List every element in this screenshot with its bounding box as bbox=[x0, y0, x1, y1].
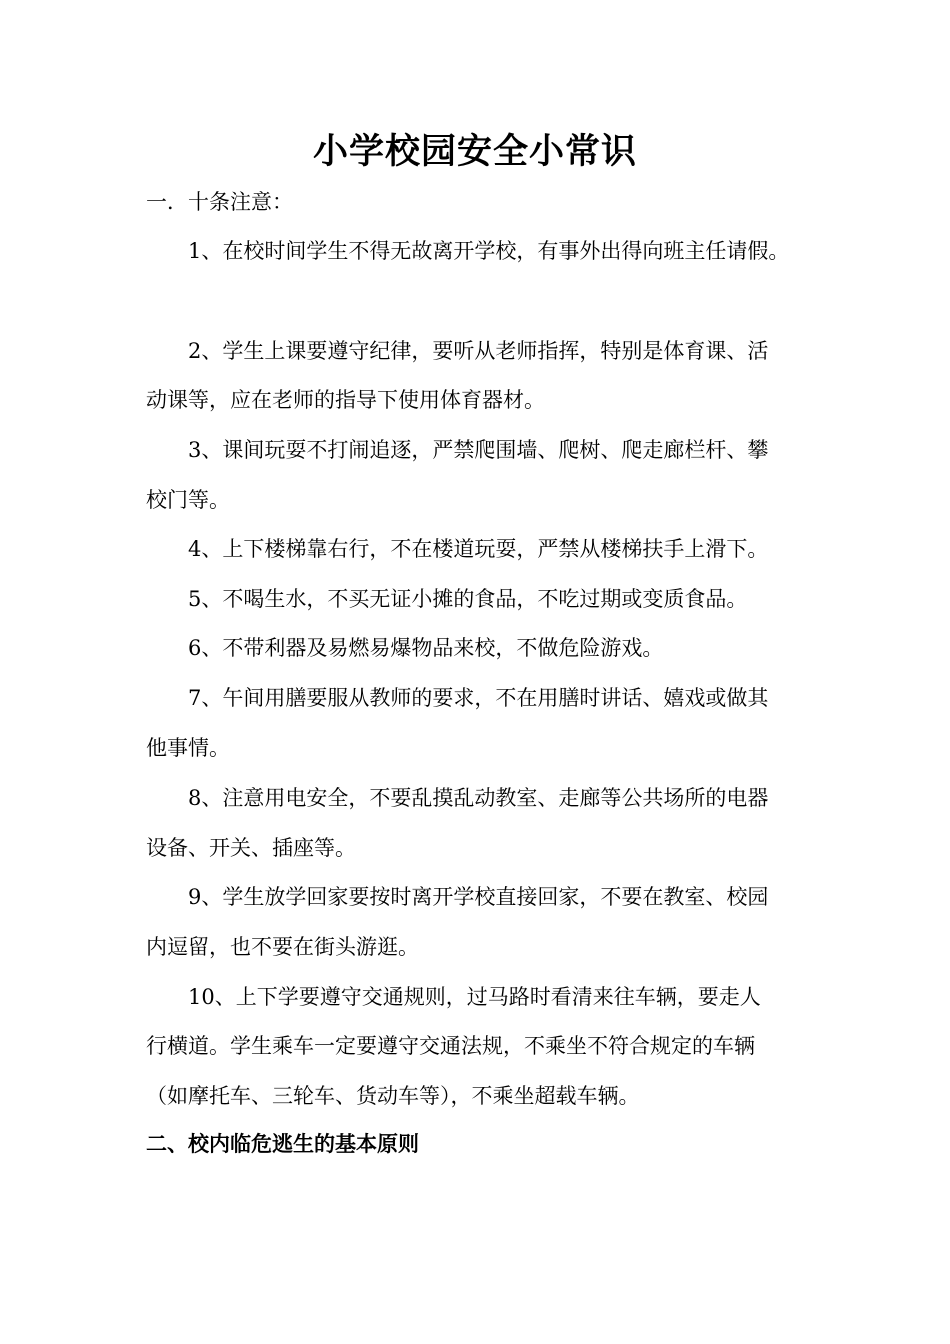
section-1-heading: 一．十条注意： bbox=[146, 190, 293, 214]
item-8-line-1: 8、注意用电安全，不要乱摸乱动教室、走廊等公共场所的电器 bbox=[188, 786, 769, 810]
item-2-line-1: 2、学生上课要遵守纪律，要听从老师指挥，特别是体育课、活 bbox=[188, 339, 769, 363]
item-1-line-1: 1、在校时间学生不得无故离开学校，有事外出得向班主任请假。 bbox=[188, 239, 790, 263]
item-9-line-1: 9、学生放学回家要按时离开学校直接回家，不要在教室、校园 bbox=[188, 885, 769, 909]
item-10-line-1: 10、上下学要遵守交通规则，过马路时看清来往车辆，要走人 bbox=[188, 985, 761, 1009]
item-3-line-2: 校门等。 bbox=[146, 488, 230, 512]
item-5-line-1: 5、不喝生水，不买无证小摊的食品，不吃过期或变质食品。 bbox=[188, 587, 748, 611]
item-7-line-2: 他事情。 bbox=[146, 736, 230, 760]
item-6-line-1: 6、不带利器及易燃易爆物品来校，不做危险游戏。 bbox=[188, 636, 664, 660]
item-7-line-1: 7、午间用膳要服从教师的要求，不在用膳时讲话、嬉戏或做其 bbox=[188, 686, 769, 710]
document-title: 小学校园安全小常识 bbox=[312, 131, 637, 172]
section-2-heading: 二、校内临危逃生的基本原则 bbox=[146, 1131, 419, 1156]
item-10-line-2: 行横道。学生乘车一定要遵守交通法规，不乘坐不符合规定的车辆 bbox=[146, 1034, 755, 1058]
item-2-line-2: 动课等，应在老师的指导下使用体育器材。 bbox=[146, 388, 545, 412]
item-3-line-1: 3、课间玩耍不打闹追逐，严禁爬围墙、爬树、爬走廊栏杆、攀 bbox=[188, 438, 769, 462]
item-10-line-3: （如摩托车、三轮车、货动车等），不乘坐超载车辆。 bbox=[146, 1084, 640, 1108]
item-8-line-2: 设备、开关、插座等。 bbox=[146, 836, 356, 860]
item-4-line-1: 4、上下楼梯靠右行，不在楼道玩耍，严禁从楼梯扶手上滑下。 bbox=[188, 537, 769, 561]
item-9-line-2: 内逗留，也不要在街头游逛。 bbox=[146, 935, 419, 959]
